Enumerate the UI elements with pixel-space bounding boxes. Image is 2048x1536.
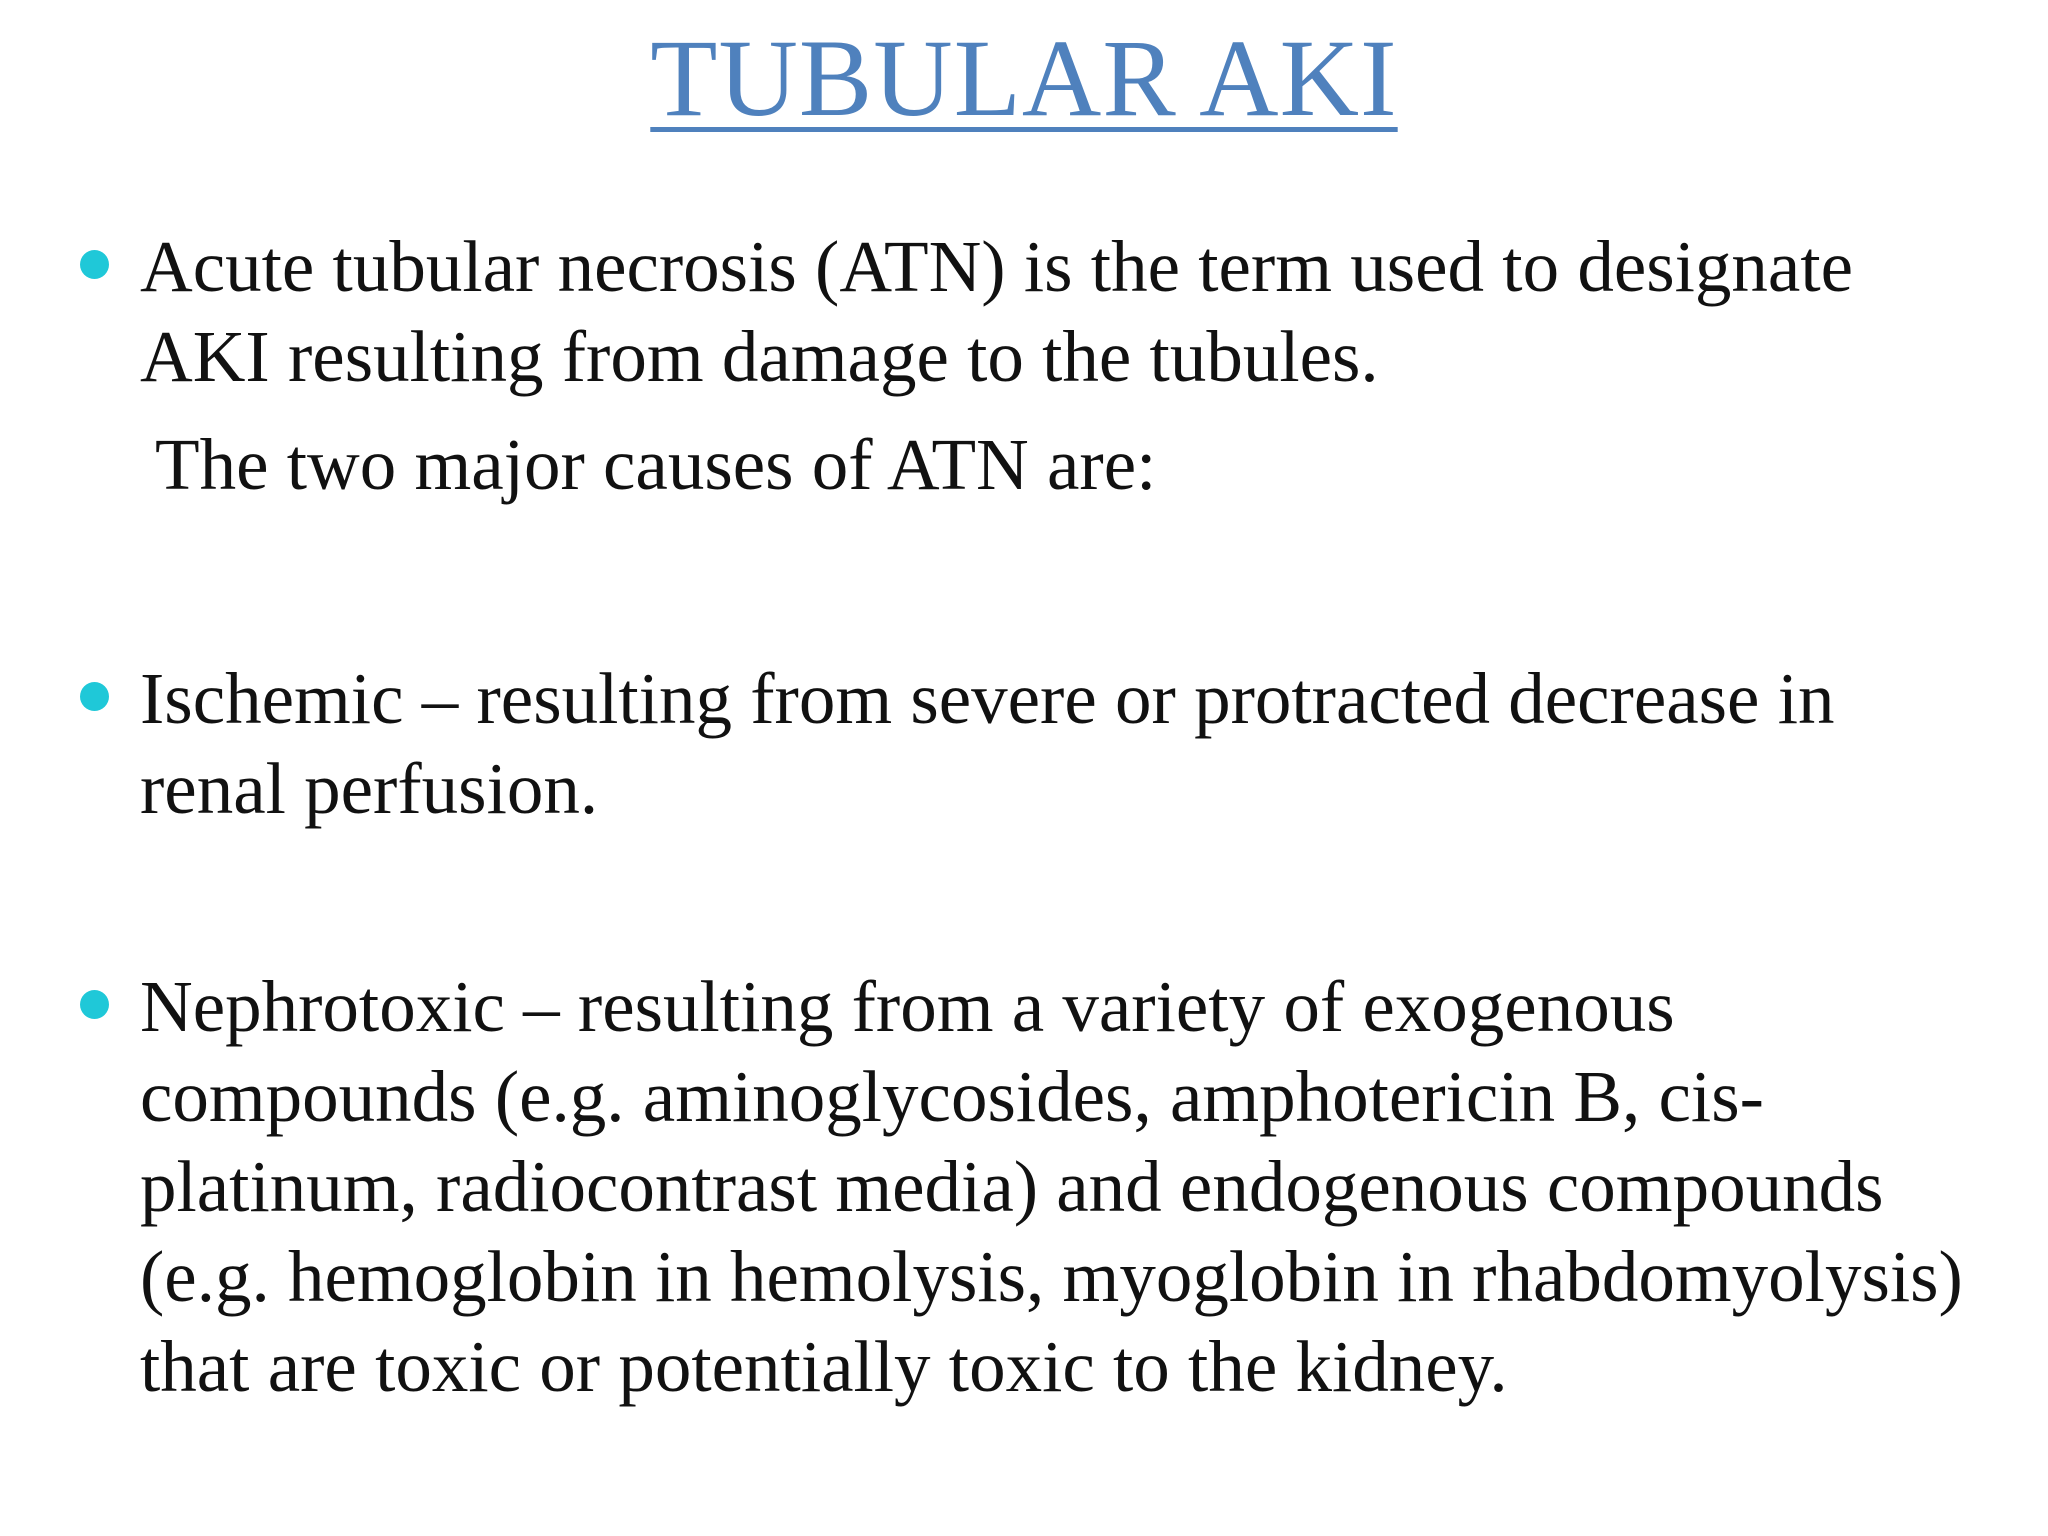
slide-title: TUBULAR AKI xyxy=(650,17,1398,139)
causes-intro: The two major causes of ATN are: xyxy=(155,424,1157,505)
bullet-text: Nephrotoxic – resulting from a variety of exogenous compounds (e.g. aminoglycosides, amphotericin B, cis-platinum, radiocontrast media) and endogenous compounds (e.g. hemoglobin in hemolysis, myoglobin in rhabdomyolysis) that are toxic or potentially toxic to the kidney. xyxy=(140,966,1963,1407)
bullet-text: Ischemic – resulting from severe or protracted decrease in renal perfusion. xyxy=(140,658,1835,829)
bullet-item-ischemic xyxy=(70,654,1990,834)
slide-content xyxy=(70,222,1990,1412)
bullet-item-nephrotoxic xyxy=(70,962,1990,1412)
bullet-dot-icon xyxy=(80,250,109,279)
bullet-item-atn-definition xyxy=(70,222,1990,402)
bullet-dot-icon xyxy=(80,990,109,1019)
bullet-dot-icon xyxy=(80,682,109,711)
bullet-text: Acute tubular necrosis (ATN) is the term used to designate AKI resulting from damage to the tubules. xyxy=(140,226,1854,397)
